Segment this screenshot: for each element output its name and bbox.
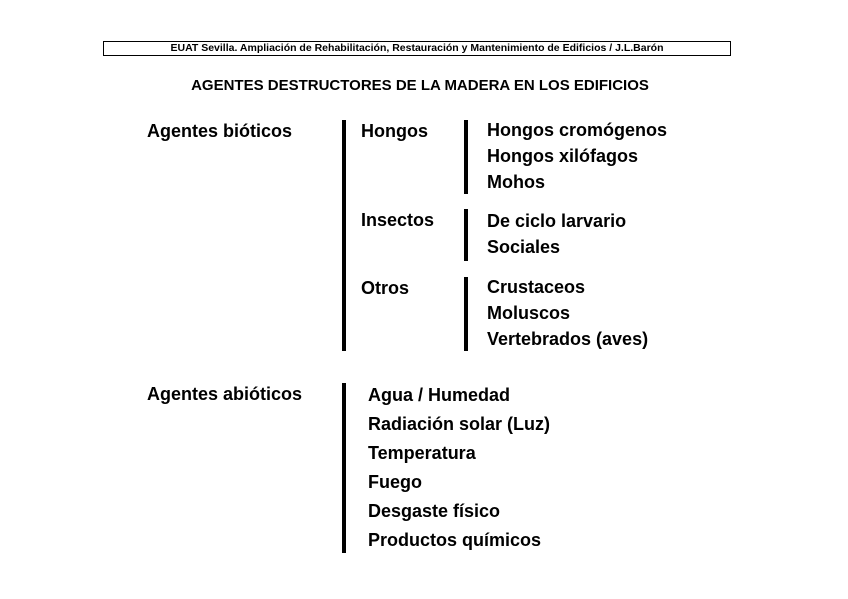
bioticos-label: Agentes bióticos xyxy=(147,121,293,141)
hongos-list xyxy=(487,117,667,195)
list-item: Crustaceos xyxy=(487,277,586,297)
otros-list xyxy=(487,274,648,352)
abioticos-list xyxy=(368,381,550,555)
header-caption: EUAT Sevilla. Ampliación de Rehabilitación, Restauración y Mantenimiento de Edificios / J.L.Barón xyxy=(103,41,731,56)
insectos-list xyxy=(487,208,626,260)
list-item: Radiación solar (Luz) xyxy=(368,414,551,434)
list-item: Hongos cromógenos xyxy=(487,120,668,140)
page-title: AGENTES DESTRUCTORES DE LA MADERA EN LOS EDIFICIOS xyxy=(191,77,649,94)
group-label-otros: Otros xyxy=(361,278,410,298)
list-item: Fuego xyxy=(368,472,422,492)
list-item: Agua / Humedad xyxy=(368,385,511,405)
hongos-brace xyxy=(464,120,468,194)
list-item: Vertebrados (aves) xyxy=(487,329,649,349)
insectos-brace xyxy=(464,209,468,261)
group-label-insectos: Insectos xyxy=(361,210,435,230)
otros-brace xyxy=(464,277,468,351)
group-label-hongos: Hongos xyxy=(361,121,428,141)
bioticos-brace xyxy=(342,120,346,351)
abioticos-brace xyxy=(342,383,346,553)
list-item: Sociales xyxy=(487,237,561,257)
list-item: Hongos xilófagos xyxy=(487,146,639,166)
list-item: Moluscos xyxy=(487,303,571,323)
list-item: Productos químicos xyxy=(368,530,542,550)
abioticos-label: Agentes abióticos xyxy=(147,384,303,404)
list-item: Desgaste físico xyxy=(368,501,501,521)
list-item: Mohos xyxy=(487,172,545,192)
list-item: Temperatura xyxy=(368,443,476,463)
list-item: De ciclo larvario xyxy=(487,211,627,231)
